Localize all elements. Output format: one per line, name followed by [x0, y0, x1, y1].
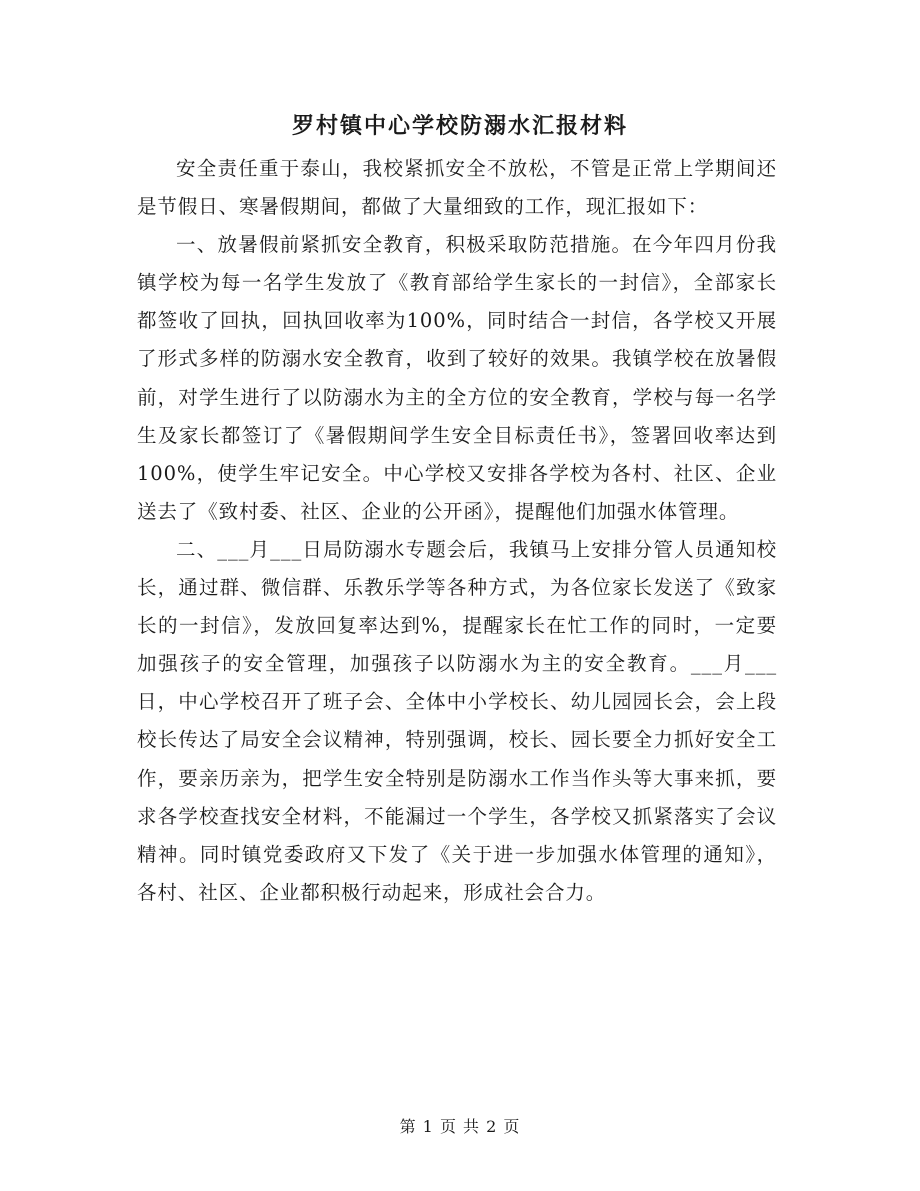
document-title: 罗村镇中心学校防溺水汇报材料 [291, 113, 628, 139]
paragraph-section-2: 二、___月___日局防溺水专题会后，我镇马上安排分管人员通知校长，通过群、微信群、乐教乐学等各种方式，为各位家长发送了《致家长的一封信》，发放回复率达到%，提醒家长在忙工作的同时，一定要加强孩子的安全管理，加强孩子以防溺水为主的安全教育。___月___日，中心学校召开了班子会、全体中小学校长、幼儿园园长会，会上段校长传达了局安全会议精神，特别强调，校长、园长要全力抓好安全工作，要亲历亲为，把学生安全特别是防溺水工作当作头等大事来抓，要求各学校查找安全材料，不能漏过一个学生，各学校又抓紧落实了会议精神。同时镇党委政府又下发了《关于进一步加强水体管理的通知》，各村、社区、企业都积极行动起来，形成社会合力。 [137, 537, 777, 904]
page-footer [0, 1115, 920, 1139]
paragraph-section-1: 一、放暑假前紧抓安全教育，积极采取防范措施。在今年四月份我镇学校为每一名学生发放了《教育部给学生家长的一封信》，全部家长都签收了回执，回执回收率为100%，同时结合一封信，各学校又开展了形式多样的防溺水安全教育，收到了较好的效果。我镇学校在放暑假前，对学生进行了以防溺水为主的全方位的安全教育，学校与每一名学生及家长都签订了《暑假期间学生安全目标责任书》，签署回收率达到100%，使学生牢记安全。中心学校又安排各学校为各村、社区、企业送去了《致村委、社区、企业的公开函》，提醒他们加强水体管理。 [137, 233, 777, 523]
page-number-label: 第 1 页 共 2 页 [399, 1117, 521, 1136]
paragraph-intro: 安全责任重于泰山，我校紧抓安全不放松，不管是正常上学期间还是节假日、寒暑假期间，都做了大量细致的工作，现汇报如下： [137, 157, 777, 219]
document-body [137, 150, 777, 912]
